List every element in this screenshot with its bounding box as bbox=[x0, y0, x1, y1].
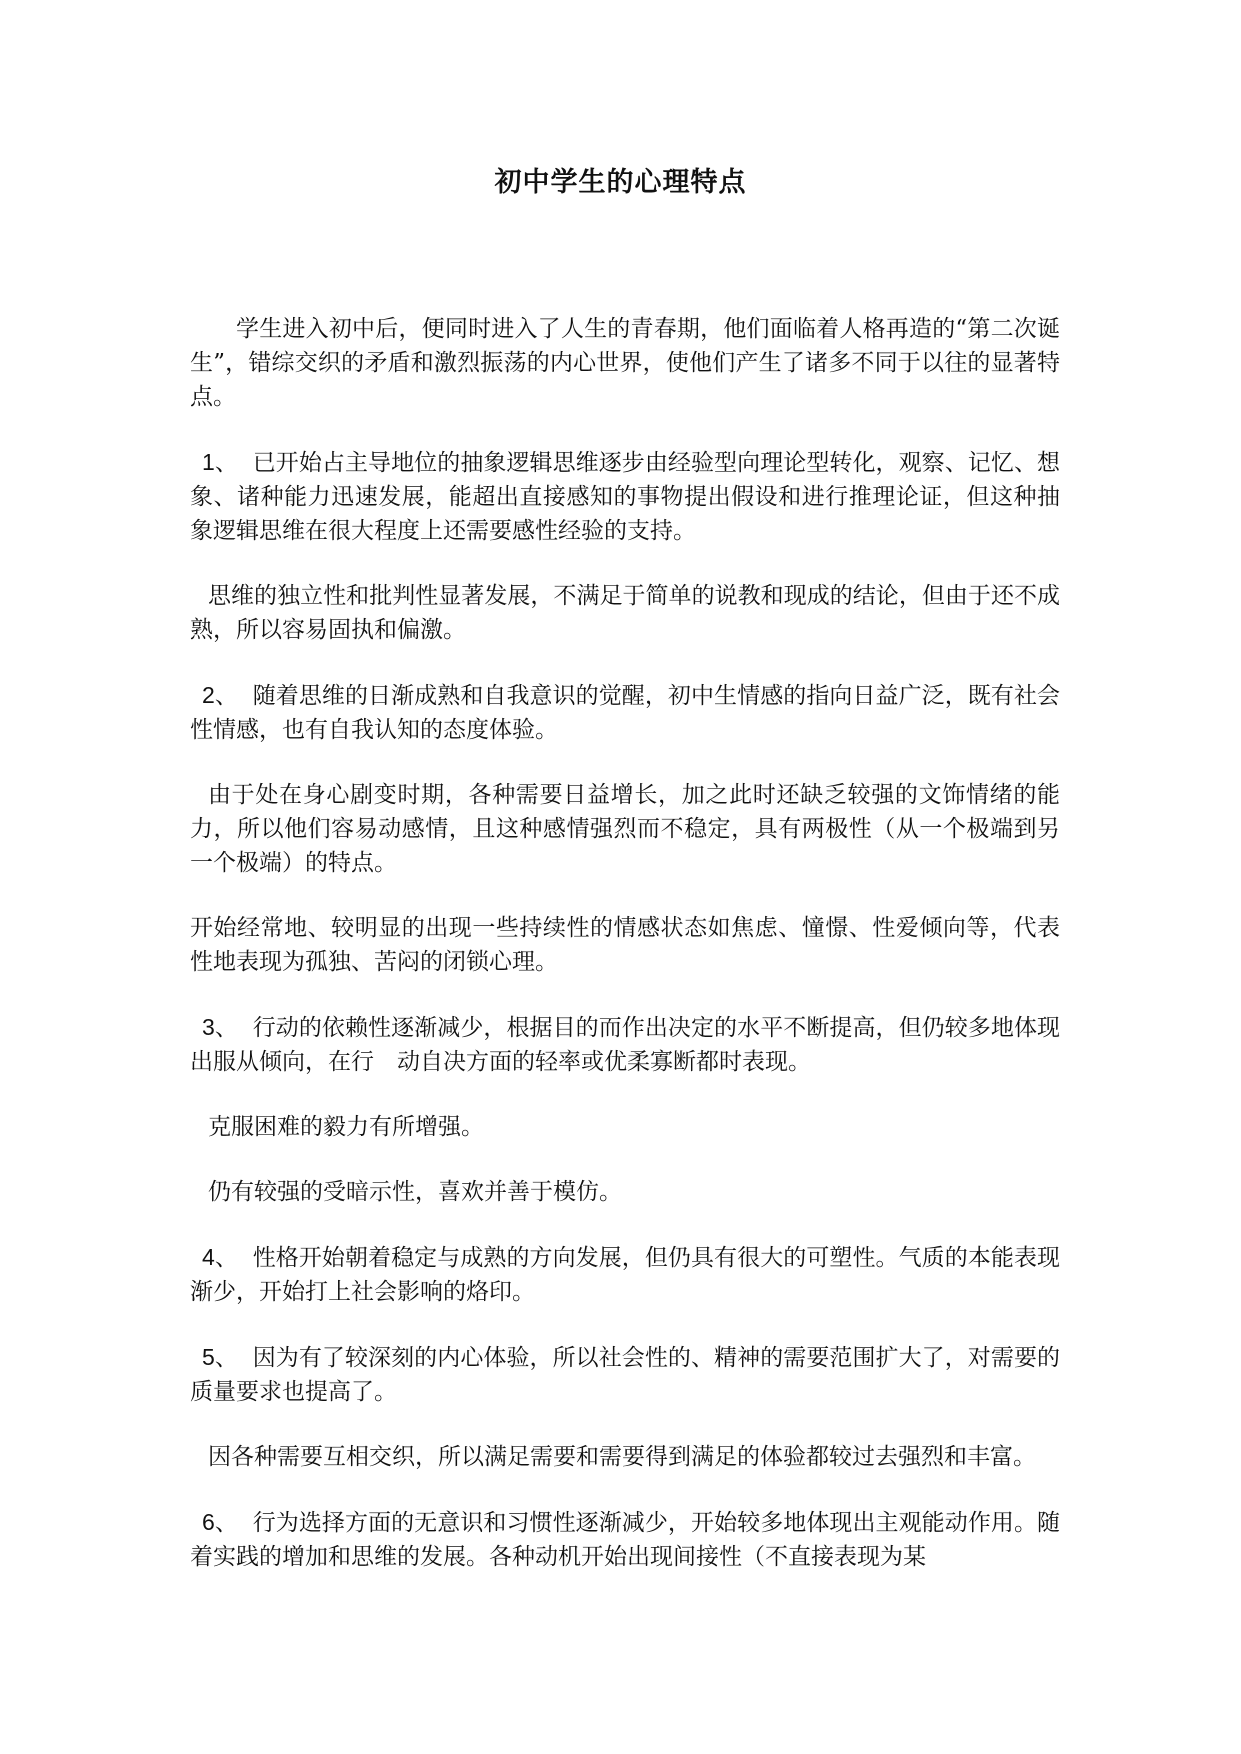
paragraph-emotion bbox=[190, 778, 1060, 880]
item-number: 6、 bbox=[202, 1509, 238, 1535]
paragraph-item-1 bbox=[190, 445, 1060, 548]
item-number: 1、 bbox=[202, 449, 238, 475]
paragraph-suggestibility bbox=[190, 1175, 1060, 1209]
paragraph-item-5 bbox=[190, 1340, 1060, 1409]
paragraph-text: 行动的依赖性逐渐减少，根据目的而作出决定的水平不断提高，但仍较多地体现出服从倾向，在行 动自决方面的轻率或优柔寡断都时表现。 bbox=[190, 1015, 1061, 1075]
item-number: 3、 bbox=[202, 1014, 238, 1040]
paragraph-item-6 bbox=[190, 1505, 1060, 1574]
item-number: 4、 bbox=[202, 1244, 238, 1270]
paragraph-item-4 bbox=[190, 1240, 1060, 1309]
item-number: 5、 bbox=[202, 1344, 238, 1370]
paragraph-perseverance bbox=[190, 1110, 1060, 1144]
paragraph-text: 仍有较强的受暗示性，喜欢并善于模仿。 bbox=[208, 1179, 622, 1205]
paragraph-text: 开始经常地、较明显的出现一些持续性的情感状态如焦虑、憧憬、性爱倾向等，代表性地表现为孤独、苦闷的闭锁心理。 bbox=[190, 915, 1060, 975]
paragraph-text: 性格开始朝着稳定与成熟的方向发展，但仍具有很大的可塑性。气质的本能表现渐少，开始打上社会影响的烙印。 bbox=[190, 1245, 1061, 1305]
paragraph-intro bbox=[190, 312, 1060, 414]
document-title: 初中学生的心理特点 bbox=[494, 167, 747, 198]
paragraph-thinking bbox=[190, 579, 1060, 647]
paragraph-item-2 bbox=[190, 678, 1060, 747]
paragraph-text: 已开始占主导地位的抽象逻辑思维逐步由经验型向理论型转化，观察、记忆、想象、诸种能力迅速发展，能超出直接感知的事物提出假设和进行推理论证，但这种抽象逻辑思维在很大程度上还需要感性经验的支持。 bbox=[190, 450, 1061, 544]
item-number: 2、 bbox=[202, 682, 238, 708]
paragraph-text: 随着思维的日渐成熟和自我意识的觉醒，初中生情感的指向日益广泛，既有社会性情感，也有自我认知的态度体验。 bbox=[190, 683, 1061, 743]
paragraph-text: 由于处在身心剧变时期，各种需要日益增长，加之此时还缺乏较强的文饰情绪的能力，所以他们容易动感情，且这种感情强烈而不稳定，具有两极性（从一个极端到另一个极端）的特点。 bbox=[190, 782, 1060, 876]
paragraph-text: 行为选择方面的无意识和习惯性逐渐减少，开始较多地体现出主观能动作用。随着实践的增加和思维的发展。各种动机开始出现间接性（不直接表现为某 bbox=[190, 1510, 1061, 1570]
paragraph-text: 因各种需要互相交织，所以满足需要和需要得到满足的体验都较过去强烈和丰富。 bbox=[208, 1444, 1036, 1470]
document-body bbox=[190, 312, 1060, 1605]
paragraph-needs bbox=[190, 1440, 1060, 1474]
paragraph-emotional-state bbox=[190, 911, 1060, 979]
paragraph-item-3 bbox=[190, 1010, 1060, 1079]
paragraph-text: 学生进入初中后，便同时进入了人生的青春期，他们面临着人格再造的“第二次诞生”，错综交织的矛盾和激烈振荡的内心世界，使他们产生了诸多不同于以往的显著特点。 bbox=[190, 316, 1060, 410]
paragraph-text: 克服困难的毅力有所增强。 bbox=[208, 1114, 484, 1140]
paragraph-text: 因为有了较深刻的内心体验，所以社会性的、精神的需要范围扩大了，对需要的质量要求也提高了。 bbox=[190, 1345, 1061, 1405]
paragraph-text: 思维的独立性和批判性显著发展，不满足于简单的说教和现成的结论，但由于还不成熟，所以容易固执和偏激。 bbox=[190, 583, 1060, 643]
